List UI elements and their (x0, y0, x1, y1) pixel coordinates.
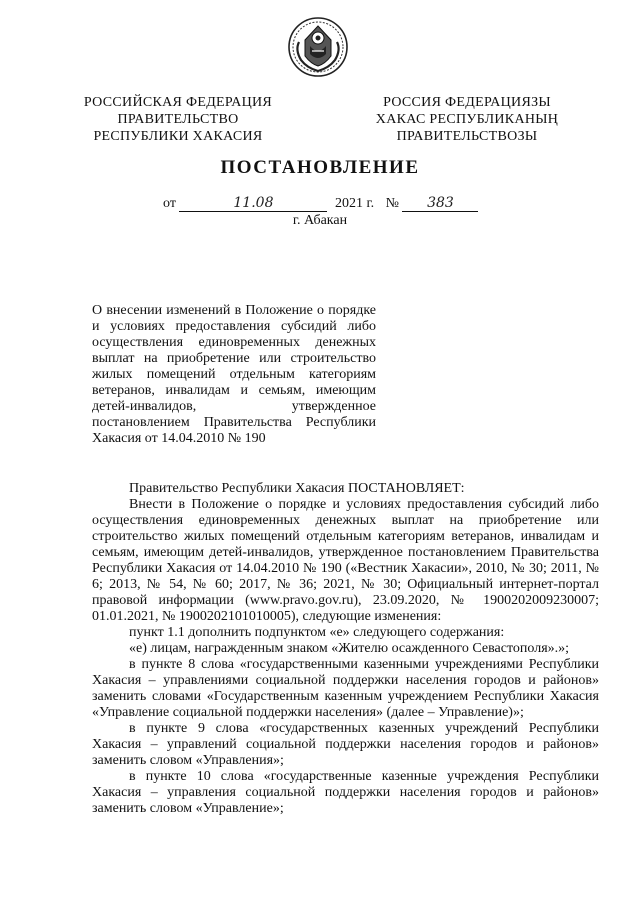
body-paragraph: пункт 1.1 дополнить подпунктом «е» следующего содержания: (129, 625, 505, 640)
city-label: г. Абакан (292, 213, 348, 228)
body-paragraph: «е) лицам, награжденным знаком «Жителю осажденного Севастополя».»; (129, 641, 570, 656)
coat-of-arms-emblem (287, 16, 349, 78)
document-title: ПОСТАНОВЛЕНИЕ (220, 157, 420, 178)
date-field (179, 195, 327, 212)
number-handwritten: 383 (427, 195, 454, 211)
body-paragraph: в пункте 10 слова «государственные казенные учреждения Республики Хакасия – управления социальной поддержки населения городов и районов» заменить словом «Управление»; (92, 769, 599, 816)
subject-text: О внесении изменений в Положение о порядке и условиях предоставления субсидий либо осуществления единовременных денежных выплат на приобретение или строительство жилых помещений отдельным категориям ветеранов, инвалидам и семьям, имеющим детей-инвалидов, утвержденное постановлением Правительства Республики Хакасия от 14.04.2010 № 190 (92, 303, 376, 446)
header-right-line: ПРАВИТЕЛЬСТВОЗЫ (396, 129, 538, 144)
number-label: № (385, 196, 399, 211)
header-left-line: ПРАВИТЕЛЬСТВО (117, 112, 239, 127)
number-field (402, 195, 478, 212)
header-right-line: ХАКАС РЕСПУБЛИКАНЫҢ (375, 112, 559, 127)
body-paragraph: Правительство Республики Хакасия ПОСТАНОВЛЯЕТ: (129, 481, 465, 496)
date-handwritten: 11.08 (233, 195, 274, 211)
header-right (362, 94, 572, 145)
year-label: 2021 г. (334, 196, 375, 211)
body-paragraph: Внести в Положение о порядке и условиях предоставления субсидий либо осуществления единовременных денежных выплат на приобретение или строительство жилых помещений отдельным категориям ветеранов, инвалидам и семьям, имеющим детей-инвалидов, утвержденное постановлением Правительства Республики Хакасия от 14.04.2010 № 190 («Вестник Хакасии», 2010, № 30; 2011, № 6; 2013, № 54, № 60; 2017, № 36; 2021, № 30; Официальный интернет-портал правовой информации (www.pravo.gov.ru), 23.09.2020, № 1900202009230007; 01.01.2021, № 1900202101010005), следующие изменения: (92, 497, 599, 624)
body-paragraph: в пункте 9 слова «государственных казенных учреждений Республики Хакасия – управлений социальной поддержки населения городов и районов» заменить словом «Управления»; (92, 721, 599, 768)
document-body (92, 481, 599, 817)
header-left-line: РЕСПУБЛИКИ ХАКАСИЯ (93, 129, 263, 144)
header-right-line: РОССИЯ ФЕДЕРАЦИЯЗЫ (383, 95, 551, 110)
date-number-line (163, 195, 478, 212)
date-from-label: от (163, 196, 176, 211)
document-subject (92, 303, 376, 447)
header-left (64, 94, 292, 145)
body-paragraph: в пункте 8 слова «государственными казенными учреждениями Республики Хакасия – управлениями социальной поддержки населения городов и районов» заменить словами «Государственным казенным учреждением Республики Хакасия «Управление социальной поддержки населения» (далее – Управление)»; (92, 657, 599, 720)
header-left-line: РОССИЙСКАЯ ФЕДЕРАЦИЯ (83, 95, 273, 110)
